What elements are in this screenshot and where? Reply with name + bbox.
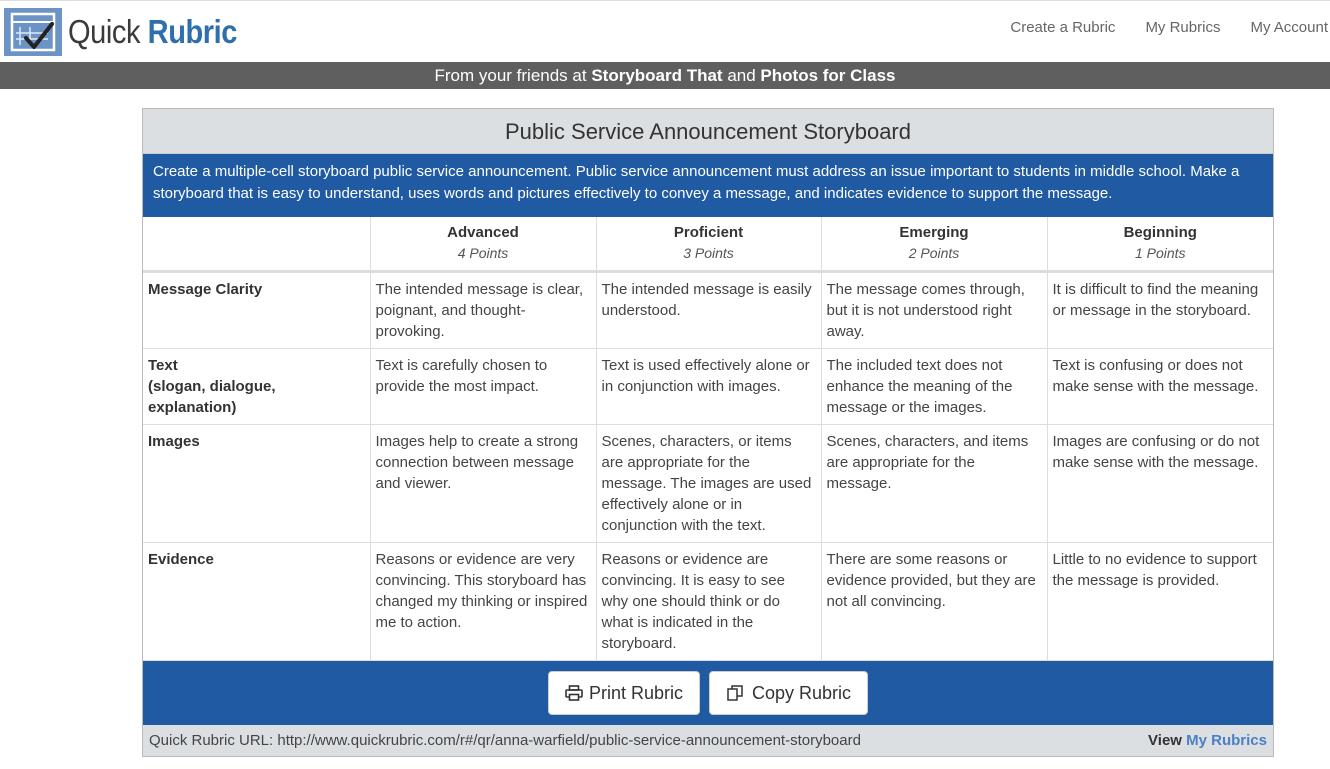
banner-brand-photos-for-class[interactable]: Photos for Class [760,66,896,85]
rubric-cell: The intended message is easily understood. [596,272,821,349]
rubric-cell: The intended message is clear, poignant, and thought-provoking. [370,272,596,349]
table-row [143,349,1273,425]
criterion-name: Text [148,357,178,374]
top-nav [1010,19,1328,36]
level-header-proficient [596,217,821,272]
logo-word-rubric: Rubric [147,13,238,50]
my-rubrics-link[interactable]: My Rubrics [1186,732,1267,749]
rubric-cell: The included text does not enhance the meaning of the message or the images. [821,349,1047,425]
rubric-actions-bar [143,661,1273,725]
rubric-footer [143,725,1273,756]
rubric-cell: Images are confusing or do not make sense with the message. [1047,425,1273,543]
nav-create-rubric[interactable]: Create a Rubric [1010,19,1116,36]
level-name: Beginning [1123,224,1197,241]
level-name: Proficient [673,224,744,241]
criterion-name: Images [143,425,370,543]
logo-wordmark [68,13,237,51]
rubric-cell: Little to no evidence to support the message is provided. [1047,543,1273,661]
quick-rubric-url: Quick Rubric URL: http://www.quickrubric.com/r#/qr/anna-warfield/public-service-announcement-storyboard [149,732,861,749]
print-rubric-label: Print Rubric [588,682,683,703]
view-prefix: View [1148,732,1187,749]
table-row [143,272,1273,349]
rubric-cell: Text is confusing or does not make sense with the message. [1047,349,1273,425]
banner-prefix: From your friends at [434,66,592,85]
logo-word-quick: Quick [68,13,141,50]
table-row [143,425,1273,543]
level-name: Advanced [447,224,519,241]
quick-rubric-logo[interactable] [4,8,260,56]
nav-my-account[interactable]: My Account [1250,19,1328,36]
level-points: 3 Points [683,245,734,261]
copy-rubric-button[interactable] [709,671,868,715]
level-header-advanced [370,217,596,272]
level-points: 1 Points [1134,245,1186,261]
rubric-cell: Text is carefully chosen to provide the most impact. [370,349,596,425]
rubric-description: Create a multiple-cell storyboard public service announcement. Public service announcement must address an issue important to students in middle school. Make a storyboard that is easy to understand, uses words and pictures effectively to convey a message, and indicates evidence to support the message. [143,154,1273,217]
rubric-cell: Images help to create a strong connection between message and viewer. [370,425,596,543]
rubric-cell: Scenes, characters, and items are appropriate for the message. [821,425,1047,543]
criterion-name: Evidence [143,543,370,661]
rubric-cell: Scenes, characters, or items are appropriate for the message. The images are used effectively alone or in conjunction with the text. [596,425,821,543]
rubric-cell: The message comes through, but it is not understood right away. [821,272,1047,349]
banner-brand-storyboard-that[interactable]: Storyboard That [591,66,723,85]
checklist-logo-icon [4,8,62,56]
criterion-name: Message Clarity [143,272,370,349]
nav-my-rubrics[interactable]: My Rubrics [1145,19,1221,36]
copy-rubric-label: Copy Rubric [751,682,852,703]
level-header-beginning [1047,217,1273,272]
criterion-name-cell [143,349,370,425]
rubric-cell: Reasons or evidence are convincing. It is easy to see why one should think or do what is indicated in the storyboard. [596,543,821,661]
level-points: 4 Points [457,245,509,261]
print-rubric-button[interactable] [548,671,700,715]
banner-conj: and [722,66,761,85]
rubric-cell: It is difficult to find the meaning or message in the storyboard. [1047,272,1273,349]
copy-icon [726,684,746,702]
rubric-card [142,108,1274,757]
level-name: Emerging [899,224,969,241]
header-empty-cell [143,217,370,272]
rubric-table [143,217,1273,661]
rubric-cell: Text is used effectively alone or in conjunction with images. [596,349,821,425]
top-header [0,0,1330,62]
friends-banner [0,62,1330,89]
rubric-cell: Reasons or evidence are very convincing. This storyboard has changed my thinking or inspired me to action. [370,543,596,661]
table-row [143,543,1273,661]
rubric-title: Public Service Announcement Storyboard [143,109,1273,154]
printer-icon [565,685,583,701]
rubric-cell: There are some reasons or evidence provided, but they are not all convincing. [821,543,1047,661]
view-my-rubrics [1148,725,1267,756]
criterion-subtitle: (slogan, dialogue, explanation) [148,378,276,416]
level-points: 2 Points [908,245,960,261]
table-header-row [143,217,1273,272]
level-header-emerging [821,217,1047,272]
